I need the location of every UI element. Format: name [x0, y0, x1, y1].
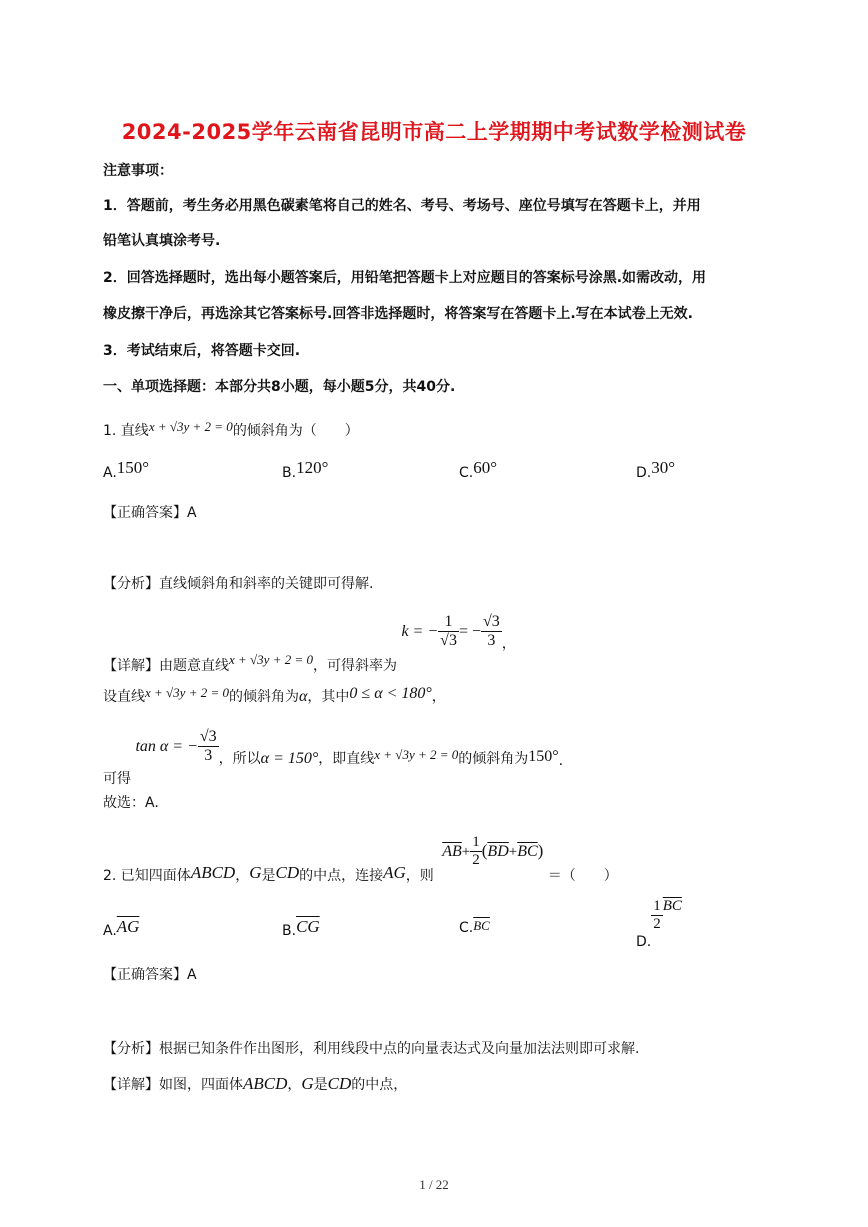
q1-fraction-1-den: √3 — [440, 632, 457, 650]
q2-option-d-vector: $\overline{BC}$ — [662, 897, 682, 914]
q1-prefix: 1. 直线 — [103, 423, 149, 439]
q1-range: 0 ≤ α < 180° — [349, 685, 432, 702]
q1-option-d-value: 30° — [651, 458, 676, 477]
q2-half-fraction — [470, 834, 482, 870]
q2-option-c-value: $\overline{BC}$ — [473, 918, 490, 933]
q1-option-d-label: D. — [636, 465, 652, 481]
q1-fraction-1-num: 1 — [438, 613, 459, 632]
q2-option-d-label: D. — [636, 933, 652, 950]
q1-line3-mid1: ，所以 — [218, 750, 261, 767]
q1-answer: 【正确答案】A — [103, 505, 197, 521]
q2-half-num: 1 — [470, 834, 482, 852]
q1-detail-line-1 — [103, 613, 516, 674]
q1-detail-line-2 — [103, 686, 446, 706]
q1-option-d[interactable] — [636, 458, 676, 482]
q1-option-b[interactable] — [282, 458, 329, 482]
q1-detail-line-3 — [103, 722, 564, 787]
q2-detail-is: 是 — [313, 1077, 328, 1093]
q1-line2-prefix: 设直线 — [103, 689, 145, 705]
document-title: 2024-2025学年云南省昆明市高二上学期期中考试数学检测试卷 — [121, 120, 747, 144]
q2-option-d-fraction — [651, 898, 663, 934]
q1-line3-mid2: ，即直线 — [318, 750, 375, 767]
q1-choose: 故选：A. — [103, 795, 159, 811]
q1-line2-mid: 的倾斜角为 — [229, 689, 299, 705]
q2-analysis: 【分析】根据已知条件作出图形，利用线段中点的向量表达式及向量加法法则即可求解. — [103, 1041, 640, 1057]
q1-fraction-2-num: √3 — [481, 613, 502, 632]
notice-item-2-line-2: 橡皮擦干净后，再选涂其它答案标号.回答非选择题时，将答案写在答题卡上.写在本试卷上无效. — [103, 306, 693, 322]
q2-option-c-label: C. — [459, 920, 474, 936]
q1-option-a-value: 150° — [116, 458, 150, 477]
q2-detail-prefix: 【详解】如图，四面体 — [103, 1077, 243, 1093]
q1-option-c[interactable] — [459, 458, 498, 482]
q2-detail-end: 的中点， — [351, 1077, 408, 1093]
question-1 — [103, 420, 359, 440]
notice-item-2-line-1: 2．回答选择题时，选出每小题答案后，用铅笔把答题卡上对应题目的答案标号涂黑.如需改动，用 — [103, 270, 707, 286]
q2-option-b-value: $\overline{CG}$ — [296, 917, 320, 936]
q1-fraction-2 — [481, 613, 502, 651]
notice-item-1-line-2: 铅笔认真填涂考号. — [103, 233, 221, 249]
q2-is: 是 — [261, 867, 276, 884]
q2-midpoint-text: 的中点，连接 — [299, 867, 384, 884]
q2-option-d-num: 1 — [651, 898, 663, 916]
q1-alpha: α — [299, 688, 308, 705]
q2-vector-bc: $\overline{BC}$ — [517, 842, 538, 860]
q2-segment-ag: AG — [383, 862, 406, 882]
q2-option-a[interactable] — [103, 917, 140, 940]
q2-option-b[interactable] — [282, 917, 320, 940]
q2-separator: ， — [235, 867, 250, 884]
q1-line2-mid2: ，其中 — [307, 689, 350, 705]
q2-detail — [103, 1074, 407, 1094]
q1-fraction-2-den: 3 — [487, 632, 496, 650]
q1-tan-expression: tan α = − — [135, 737, 198, 755]
q1-period: . — [558, 752, 564, 769]
q2-tetrahedron: ABCD — [190, 862, 236, 882]
q2-detail-tetrahedron: ABCD — [243, 1074, 288, 1093]
q1-detail-equation: x + √3y + 2 = 0 — [229, 651, 313, 667]
q1-comma: ， — [501, 635, 516, 652]
q2-option-d-den: 2 — [653, 916, 661, 933]
page-number: 1 / 22 — [419, 1177, 449, 1192]
q2-vector-ab: $\overline{AB}$ — [442, 842, 462, 860]
q1-line3-prefix: 可得 — [103, 770, 131, 787]
q2-equals: ＝（ ） — [547, 867, 618, 884]
q1-detail-mid: ，可得斜率为 — [313, 657, 397, 674]
q2-segment-cd: CD — [275, 862, 300, 882]
q2-detail-segment-cd: CD — [327, 1074, 352, 1093]
q1-result: 150° — [528, 747, 559, 765]
q1-line3-mid3: 的倾斜角为 — [458, 750, 529, 767]
q1-k-expression: k = − — [401, 622, 439, 640]
q2-option-c[interactable] — [459, 920, 490, 936]
q1-option-c-value: 60° — [473, 458, 498, 477]
q1-option-b-value: 120° — [296, 458, 329, 477]
q1-equation: x + √3y + 2 = 0 — [148, 419, 233, 434]
q1-fraction-1 — [438, 613, 459, 651]
q2-point-g: G — [249, 862, 262, 882]
q2-detail-separator: ， — [287, 1077, 302, 1093]
q1-option-a-label: A. — [103, 465, 117, 481]
q2-then: ，则 — [405, 867, 434, 884]
q2-answer: 【正确答案】A — [103, 967, 197, 983]
q2-detail-point-g: G — [301, 1074, 314, 1093]
section-heading: 一、单项选择题：本部分共8小题，每小题5分，共40分. — [103, 379, 456, 395]
notice-item-1-line-1: 1．答题前，考生务必用黑色碳素笔将自己的姓名、考号、考场号、座位号填写在答题卡上，并用 — [103, 198, 701, 214]
notice-item-3: 3．考试结束后，将答题卡交回. — [103, 343, 301, 359]
q2-prefix: 2. 已知四面体 — [103, 867, 191, 884]
q1-line3-equation: x + √3y + 2 = 0 — [374, 746, 459, 762]
notice-heading: 注意事项： — [103, 163, 173, 179]
q1-analysis: 【分析】直线倾斜角和斜率的关键即可得解. — [103, 576, 374, 592]
q2-paren-plus: + — [508, 843, 518, 860]
q1-option-a[interactable] — [103, 458, 150, 482]
q1-tan-fraction-num: √3 — [198, 728, 219, 747]
q1-line2-end: ， — [431, 689, 446, 705]
q2-vector-bd: $\overline{BD}$ — [487, 842, 509, 860]
q2-plus: + — [461, 843, 471, 860]
q2-half-den: 2 — [472, 852, 480, 869]
q1-eq-minus: = − — [458, 622, 481, 640]
q2-option-d[interactable] — [636, 897, 682, 950]
q1-tan-fraction — [198, 728, 219, 766]
q1-option-c-label: C. — [459, 465, 474, 481]
q1-tan-fraction-den: 3 — [204, 747, 213, 765]
question-2 — [103, 828, 618, 884]
q2-option-b-label: B. — [282, 923, 297, 939]
q1-option-b-label: B. — [282, 465, 297, 481]
q1-line2-equation: x + √3y + 2 = 0 — [145, 685, 229, 700]
q1-detail-prefix: 【详解】由题意直线 — [103, 657, 229, 674]
q1-suffix: 的倾斜角为（ ） — [232, 423, 359, 439]
q2-option-a-label: A. — [103, 923, 117, 939]
q1-alpha-value: α = 150° — [260, 749, 319, 767]
q2-vector-expression: $\overline{AB}+$ $\frac{1}{2}$ $(\overline{BD}+\overline{BC})$ — [442, 834, 544, 869]
q2-option-a-value: $\overline{AG}$ — [116, 917, 140, 936]
